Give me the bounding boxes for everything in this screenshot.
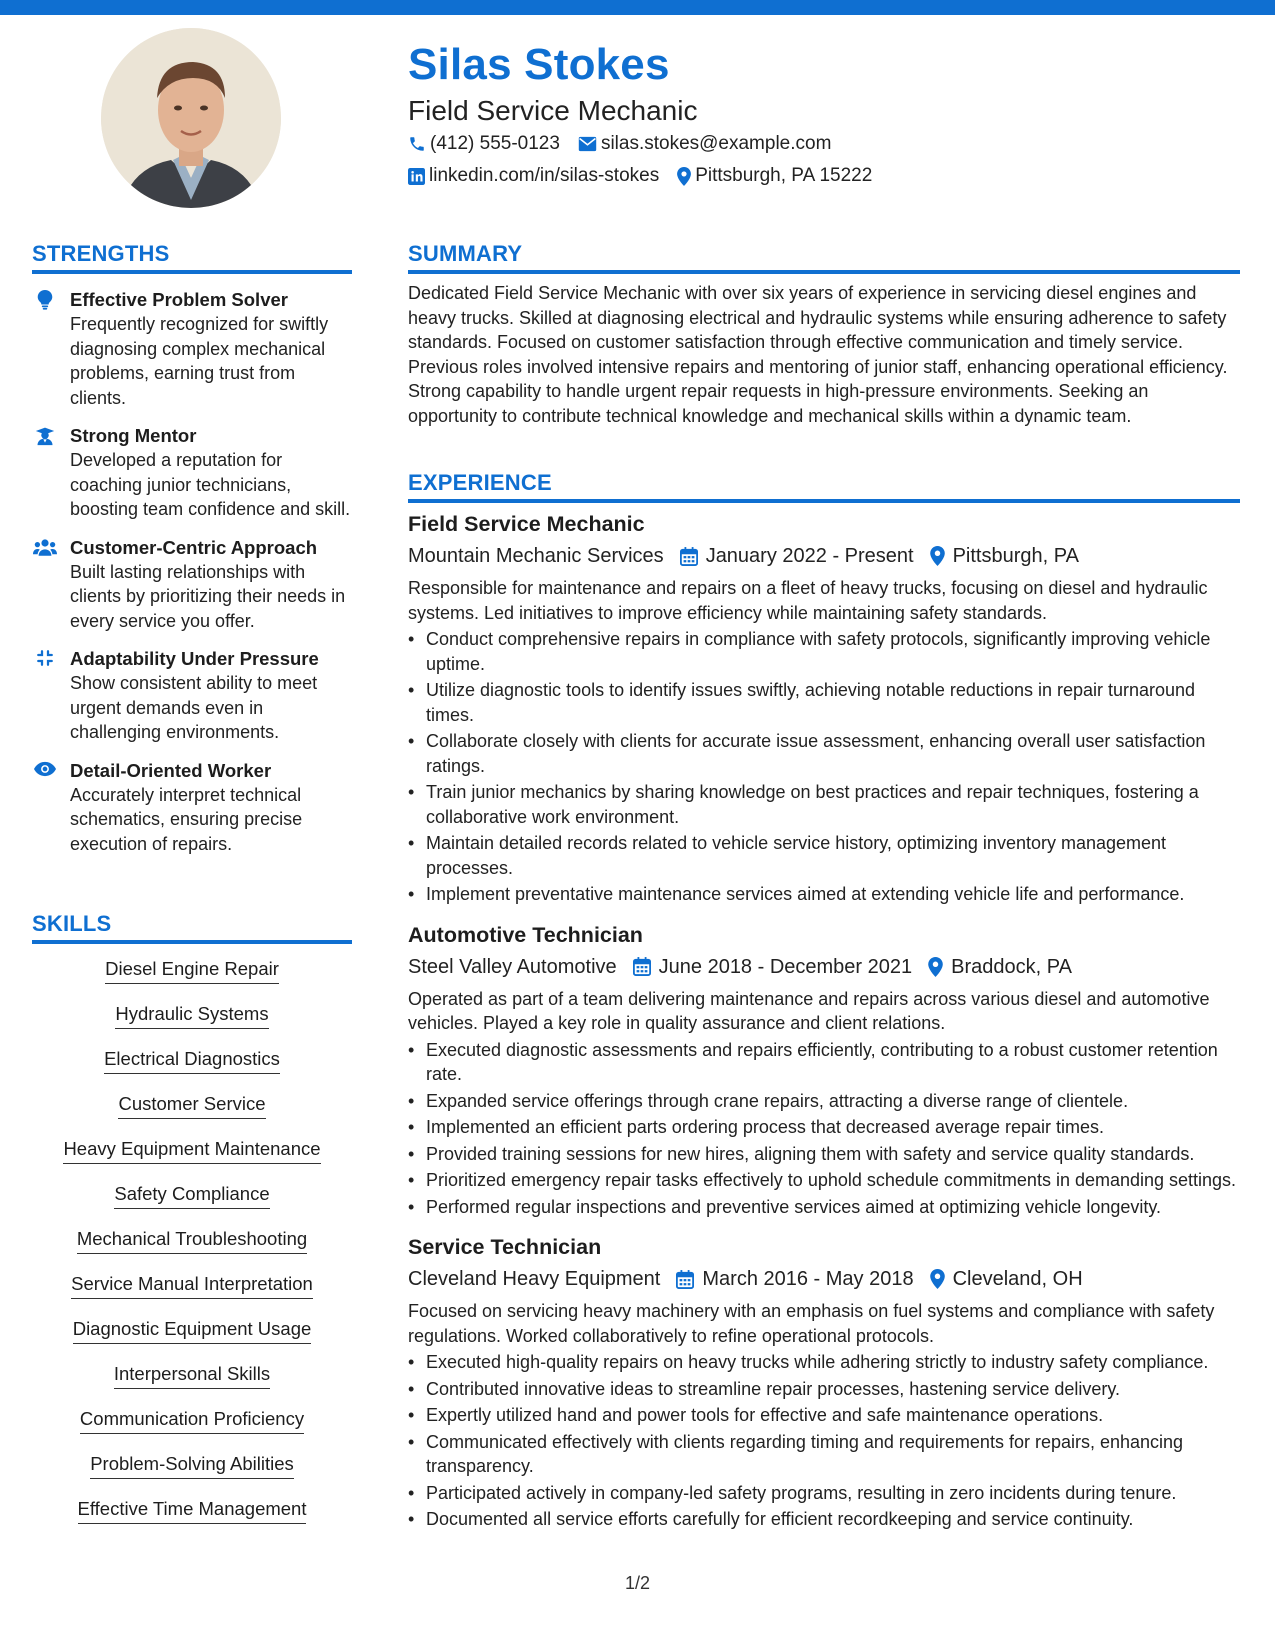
- map-pin-icon: [930, 546, 945, 566]
- contact-row-1: [408, 133, 849, 155]
- job-dates: March 2016 - May 2018: [702, 1268, 914, 1290]
- job-entry: [408, 1233, 1240, 1532]
- bullet-item: • Maintain detailed records related to vehicle service history, optimizing inventory management processes.: [426, 831, 1240, 880]
- mentor-icon: [35, 426, 55, 446]
- job-location: Pittsburgh, PA: [952, 545, 1079, 567]
- skill-tag: Communication Proficiency: [80, 1408, 304, 1434]
- map-pin-icon: [677, 167, 691, 186]
- skills-list: [32, 958, 352, 1543]
- job-company: Mountain Mechanic Services: [408, 545, 664, 567]
- strength-item: [32, 288, 352, 410]
- users-icon: [33, 538, 57, 556]
- strength-desc: Frequently recognized for swiftly diagnosing complex mechanical problems, earning trust from clients.: [70, 314, 329, 408]
- eye-icon: [34, 761, 56, 777]
- strength-title: Effective Problem Solver: [70, 289, 288, 310]
- job-entry: [408, 921, 1240, 1220]
- bullet-item: • Prioritized emergency repair tasks effectively to uphold schedule commitments in demanding settings.: [426, 1168, 1240, 1193]
- strength-desc: Accurately interpret technical schematics, ensuring precise execution of repairs.: [70, 784, 303, 854]
- bullet-item: • Documented all service efforts carefully for efficient recordkeeping and service continuity.: [426, 1507, 1240, 1532]
- location-text: Pittsburgh, PA 15222: [695, 165, 873, 186]
- strength-item: [32, 759, 352, 857]
- strength-item: [32, 536, 352, 634]
- skill-tag: Diesel Engine Repair: [105, 958, 279, 984]
- envelope-icon: [578, 136, 597, 152]
- candidate-role: Field Service Mechanic: [408, 95, 698, 126]
- strength-desc: Built lasting relationships with clients by prioritizing their needs in every service you offer.: [70, 561, 346, 631]
- bullet-item: • Train junior mechanics by sharing knowledge on best practices and repair techniques, fostering a collaborative work environment.: [426, 780, 1240, 829]
- compress-icon: [36, 649, 54, 667]
- strength-title: Strong Mentor: [70, 425, 197, 446]
- job-company: Steel Valley Automotive: [408, 955, 617, 978]
- job-meta: [408, 542, 1240, 570]
- skill-tag: Heavy Equipment Maintenance: [63, 1138, 320, 1164]
- phone-text: (412) 555-0123: [430, 133, 560, 154]
- experience-list: [408, 510, 1240, 1534]
- map-pin-icon: [930, 1269, 945, 1289]
- bullet-item: • Executed diagnostic assessments and repairs efficiently, contributing to a robust customer retention rate.: [426, 1038, 1240, 1087]
- strengths-list: [32, 288, 352, 870]
- job-description: Responsible for maintenance and repairs on a fleet of heavy trucks, focusing on diesel and hydraulic systems. Led initiatives to improve efficiency while maintaining safety standards.: [408, 578, 1208, 623]
- job-dates: June 2018 - December 2021: [658, 955, 913, 978]
- job-location: Cleveland, OH: [952, 1268, 1083, 1290]
- bullet-item: • Implemented an efficient parts ordering process that decreased average repair times.: [426, 1115, 1240, 1140]
- strength-item: [32, 424, 352, 522]
- job-title: Automotive Technician: [408, 922, 643, 947]
- bullet-item: • Contributed innovative ideas to streamline repair processes, hastening service delivery.: [426, 1377, 1240, 1402]
- linkedin-icon: [408, 168, 425, 185]
- calendar-icon: [676, 1270, 694, 1289]
- bullet-item: • Conduct comprehensive repairs in compliance with safety protocols, significantly improving vehicle uptime.: [426, 627, 1240, 676]
- skill-tag: Hydraulic Systems: [115, 1003, 268, 1029]
- calendar-icon: [633, 957, 651, 976]
- job-entry: [408, 510, 1240, 907]
- strength-title: Adaptability Under Pressure: [70, 648, 319, 669]
- strength-title: Detail-Oriented Worker: [70, 759, 272, 781]
- job-location: Braddock, PA: [951, 955, 1072, 978]
- bullet-item: • Implement preventative maintenance services aimed at extending vehicle life and performance.: [426, 882, 1240, 907]
- bullet-item: • Participated actively in company-led safety programs, resulting in zero incidents during tenure.: [426, 1481, 1240, 1506]
- skill-tag: Interpersonal Skills: [114, 1363, 270, 1389]
- summary-text: Dedicated Field Service Mechanic with over six years of experience in servicing diesel engines and heavy trucks. Skilled at diagnosing electrical and hydraulic systems while ensuring adherence to safety standards. Focused on customer satisfaction through effective communication and timely service. Previous roles involved intensive repairs and mentoring of junior staff, enhancing operational efficiency. Strong capability to handle urgent repair requests in high-pressure environments. Seeking an opportunity to contribute technical knowledge and mechanical skills within a dynamic team.: [408, 283, 1228, 426]
- skill-tag: Effective Time Management: [78, 1498, 307, 1524]
- map-pin-icon: [928, 957, 943, 977]
- job-title: Field Service Mechanic: [408, 512, 645, 536]
- skills-heading: SKILLS: [32, 911, 352, 944]
- profile-photo: [101, 28, 281, 208]
- bullet-item: • Provided training sessions for new hires, aligning them with safety and service quality standards.: [426, 1142, 1240, 1167]
- contact-row-2: [408, 165, 890, 187]
- skill-tag: Electrical Diagnostics: [104, 1048, 280, 1074]
- job-description: Operated as part of a team delivering maintenance and repairs across various diesel and automotive vehicles. Played a key role in quality assurance and client relations.: [408, 988, 1210, 1033]
- bullet-item: • Communicated effectively with clients regarding timing and requirements for repairs, enhancing transparency.: [426, 1430, 1240, 1479]
- strengths-heading: STRENGTHS: [32, 241, 352, 274]
- summary-heading: SUMMARY: [408, 241, 1240, 274]
- skill-tag: Safety Compliance: [114, 1183, 269, 1209]
- email-contact[interactable]: [578, 133, 831, 155]
- location-contact: [677, 165, 872, 187]
- job-meta: [408, 1265, 1240, 1293]
- page-number: 1/2: [625, 1573, 651, 1593]
- job-description: Focused on servicing heavy machinery with an emphasis on fuel systems and compliance with safety regulations. Worked collaboratively to refine operational protocols.: [408, 1301, 1215, 1346]
- strength-item: [32, 647, 352, 745]
- strength-desc: Show consistent ability to meet urgent demands even in challenging environments.: [70, 673, 318, 742]
- job-company: Cleveland Heavy Equipment: [408, 1268, 661, 1290]
- linkedin-contact[interactable]: [408, 165, 659, 187]
- skill-tag: Customer Service: [118, 1093, 265, 1119]
- candidate-name: Silas Stokes: [408, 40, 670, 89]
- job-bullets: [408, 1038, 1240, 1220]
- skill-tag: Problem-Solving Abilities: [90, 1453, 294, 1479]
- bullet-item: • Collaborate closely with clients for accurate issue assessment, enhancing overall user satisfaction ratings.: [426, 729, 1240, 778]
- strength-desc: Developed a reputation for coaching junior technicians, boosting team confidence and skill.: [70, 450, 351, 519]
- bullet-item: • Performed regular inspections and preventive services aimed at optimizing vehicle longevity.: [426, 1195, 1240, 1220]
- bullet-item: • Utilize diagnostic tools to identify issues swiftly, achieving notable reductions in repair turnaround times.: [426, 678, 1240, 727]
- phone-icon: [408, 135, 426, 153]
- phone-contact[interactable]: [408, 133, 560, 155]
- job-dates: January 2022 - Present: [705, 545, 914, 567]
- job-bullets: [408, 627, 1240, 907]
- top-accent-bar: [0, 0, 1275, 15]
- skill-tag: Diagnostic Equipment Usage: [73, 1318, 312, 1344]
- bullet-item: • Executed high-quality repairs on heavy trucks while adhering strictly to industry safety compliance.: [426, 1350, 1240, 1375]
- strength-title: Customer-Centric Approach: [70, 536, 318, 558]
- lightbulb-icon: [37, 290, 53, 310]
- bullet-item: • Expertly utilized hand and power tools for effective and safe maintenance operations.: [426, 1403, 1240, 1428]
- linkedin-text: linkedin.com/in/silas-stokes: [429, 165, 660, 186]
- skill-tag: Mechanical Troubleshooting: [77, 1228, 307, 1254]
- bullet-item: • Expanded service offerings through crane repairs, attracting a diverse range of clientele.: [426, 1089, 1240, 1114]
- job-title: Service Technician: [408, 1235, 602, 1259]
- email-text: silas.stokes@example.com: [600, 133, 832, 154]
- experience-heading: EXPERIENCE: [408, 470, 1240, 503]
- job-meta: [408, 953, 1240, 981]
- job-bullets: [408, 1350, 1240, 1532]
- skill-tag: Service Manual Interpretation: [71, 1273, 313, 1299]
- calendar-icon: [680, 547, 698, 566]
